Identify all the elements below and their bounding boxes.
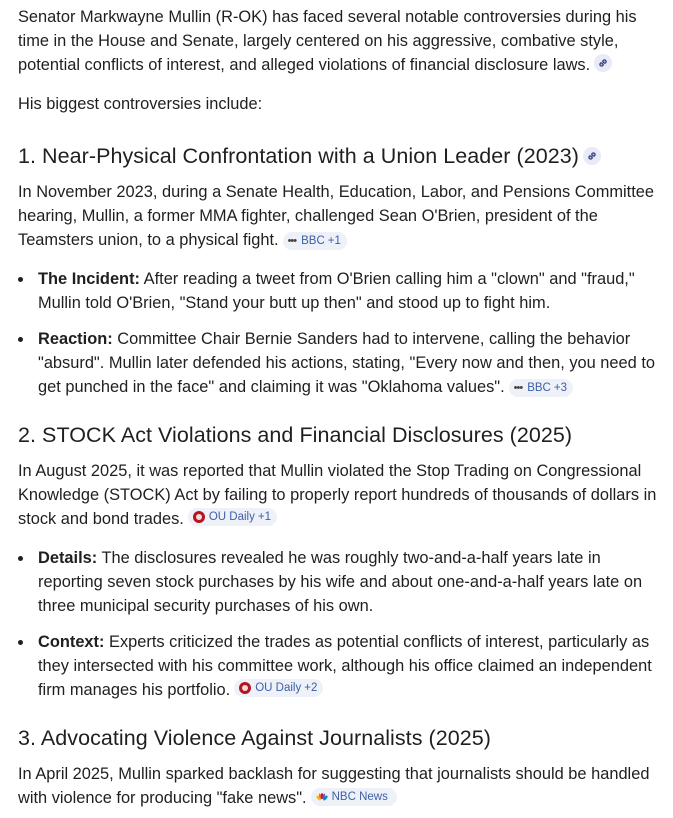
intro-lead-in: His biggest controversies include: bbox=[18, 95, 263, 113]
more-dots-icon: ••• bbox=[513, 382, 523, 394]
ou-daily-logo-icon bbox=[193, 511, 205, 523]
section-1-paragraph: In November 2023, during a Senate Health, Education, Labor, and Pensions Committee hearing, Mullin, a former MMA fighter, challenged Sean O'Brien, president of the Teamsters union, to a physical fight. ••• BBC +1 bbox=[18, 183, 654, 249]
section-2-heading: 2. STOCK Act Violations and Financial Disclosures (2025) bbox=[18, 423, 573, 447]
section-1-heading: 1. Near-Physical Confrontation with a Union Leader (2023) bbox=[18, 141, 663, 171]
source-chip-bbc[interactable]: ••• BBC +1 bbox=[283, 232, 347, 250]
list-item: Context: Experts criticized the trades as potential conflicts of interest, particularly as they intersected with his committee work, although his office claimed an independent firm manages his portfolio. OU Daily +2 bbox=[18, 630, 663, 702]
nbc-peacock-icon bbox=[316, 792, 328, 802]
list-item: Reaction: Committee Chair Bernie Sanders had to intervene, calling the behavior "absurd". Mullin later defended his actions, stating, "Every now and then, you need to get punched in the face" and claiming it was "Oklahoma values". ••• BBC +3 bbox=[18, 327, 663, 399]
section-1-bullets bbox=[18, 267, 663, 399]
list-item: The Incident: After reading a tweet from O'Brien calling him a "clown" and "fraud," Mullin told O'Brien, "Stand your butt up then" and stood up to fight him. bbox=[18, 267, 663, 315]
source-chip-ou-daily[interactable]: OU Daily +2 bbox=[234, 679, 323, 697]
list-item: Details: The disclosures revealed he was roughly two-and-a-half years late in reporting seven stock purchases by his wife and about one-and-a-half years late on three municipal security purchases of his own. bbox=[18, 546, 663, 618]
link-icon bbox=[597, 57, 609, 69]
section-2-paragraph: In August 2025, it was reported that Mullin violated the Stop Trading on Congressional Knowledge (STOCK) Act by failing to properly report hundreds of thousands of dollars in stock and bond trades. OU Daily +1 bbox=[18, 462, 657, 528]
more-dots-icon: ••• bbox=[287, 235, 297, 247]
ou-daily-logo-icon bbox=[239, 682, 251, 694]
link-icon bbox=[586, 150, 598, 162]
intro-paragraph: Senator Markwayne Mullin (R-OK) has faced several notable controversies during his time in the House and Senate, largely centered on his aggressive, combative style, potential conflicts of interest, and alleged violations of financial disclosure laws. bbox=[18, 8, 637, 74]
intro-source-link[interactable] bbox=[594, 54, 612, 72]
response-content bbox=[18, 5, 663, 810]
section-3-heading: 3. Advocating Violence Against Journalists (2025) bbox=[18, 726, 491, 750]
section-2-bullets bbox=[18, 546, 663, 702]
section-3-paragraph: In April 2025, Mullin sparked backlash for suggesting that journalists should be handled with violence for producing "fake news". NBC News bbox=[18, 765, 650, 807]
source-chip-bbc[interactable]: ••• BBC +3 bbox=[509, 379, 573, 397]
section-1-source-link[interactable] bbox=[583, 147, 601, 165]
source-chip-ou-daily[interactable]: OU Daily +1 bbox=[188, 508, 277, 526]
source-chip-nbc-news[interactable]: NBC News bbox=[311, 788, 397, 806]
